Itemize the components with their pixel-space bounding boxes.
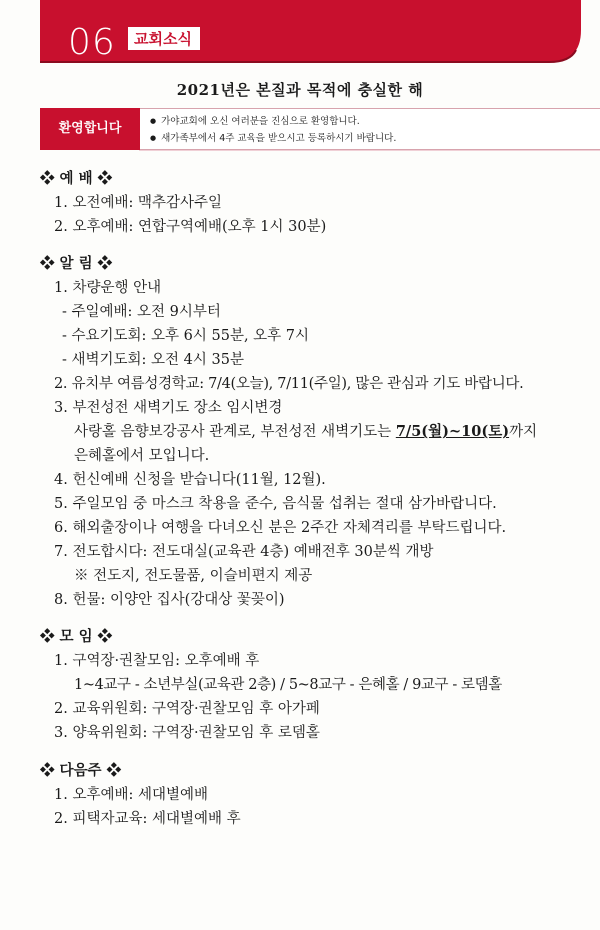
meeting-section [40, 624, 590, 745]
header-banner [40, 0, 581, 70]
next-week-heading: ❖ 다음주 ❖ [40, 762, 122, 779]
next-week-item: 1. 오후예배: 세대별예배 [54, 787, 209, 803]
notice-item: 3. 부전성전 새벽기도 장소 임시변경 [54, 400, 283, 416]
notice-item: 2. 유치부 여름성경학교: 7/4(오늘), 7/11(주일), 많은 관심과 기도 바랍니다. [54, 376, 524, 392]
notice-section [40, 251, 590, 612]
meeting-item: 1. 구역장·권찰모임: 오후예배 후 [54, 653, 260, 669]
notice-subitem: - 수요기도회: 오후 6시 55분, 오후 7시 [62, 328, 310, 344]
section-label: 교회소식 [128, 27, 200, 50]
meeting-item-detail: 1~4교구 - 소년부실(교육관 2층) / 5~8교구 - 은혜홀 / 9교구 - 로뎀홀 [74, 677, 502, 693]
welcome-box [40, 108, 581, 150]
notice-item: 7. 전도합시다: 전도대실(교육관 4층) 예배전후 30분씩 개방 [54, 544, 434, 560]
welcome-message-box [138, 108, 600, 150]
page-title: 2021년은 본질과 목적에 충실한 해 [176, 81, 424, 99]
welcome-line: ● 새가족부에서 4주 교육을 받으시고 등록하시기 바랍니다. [150, 130, 396, 147]
next-week-section [40, 758, 590, 831]
welcome-line: ● 가야교회에 오신 여러분을 진심으로 환영합니다. [150, 113, 396, 130]
notice-heading: ❖ 알 림 ❖ [40, 255, 113, 272]
notice-item: 8. 헌물: 이양안 집사(강대상 꽃꽂이) [54, 592, 285, 608]
welcome-badge: 환영합니다 [40, 108, 140, 150]
meeting-heading: ❖ 모 임 ❖ [40, 628, 113, 645]
notice-detail-text: 사랑홀 음향보강공사 관계로, 부전성전 새벽기도는 [74, 424, 396, 440]
notice-item-detail: 은혜홀에서 모입니다. [74, 448, 210, 464]
worship-heading: ❖ 예 배 ❖ [40, 170, 113, 187]
notice-item-detail: ※ 전도지, 전도물품, 이슬비편지 제공 [74, 568, 313, 584]
worship-section [40, 166, 590, 239]
worship-item: 2. 오후예배: 연합구역예배(오후 1시 30분) [54, 219, 327, 235]
worship-item: 1. 오전예배: 맥추감사주일 [54, 195, 223, 211]
section-number: 06 [68, 22, 116, 63]
notice-detail-text: 까지 [509, 424, 538, 440]
meeting-item: 2. 교육위원회: 구역장·권찰모임 후 아가페 [54, 701, 320, 717]
notice-item: 1. 차량운행 안내 [54, 280, 162, 296]
meeting-item: 3. 양육위원회: 구역장·권찰모임 후 로뎀홀 [54, 725, 320, 741]
notice-item: 4. 헌신예배 신청을 받습니다(11월, 12월). [54, 472, 326, 488]
notice-item-detail [40, 420, 590, 444]
notice-subitem: - 주일예배: 오전 9시부터 [62, 304, 221, 320]
page-header [40, 0, 581, 70]
emphasized-date: 7/5(월)~10(토) [395, 423, 510, 440]
notice-item: 6. 해외출장이나 여행을 다녀오신 분은 2주간 자체격리를 부탁드립니다. [54, 520, 507, 536]
notice-item: 5. 주일모임 중 마스크 착용을 준수, 음식물 섭취는 절대 삼가바랍니다. [54, 496, 497, 512]
notice-subitem: - 새벽기도회: 오전 4시 35분 [62, 352, 244, 368]
next-week-item: 2. 피택자교육: 세대별예배 후 [54, 811, 241, 827]
